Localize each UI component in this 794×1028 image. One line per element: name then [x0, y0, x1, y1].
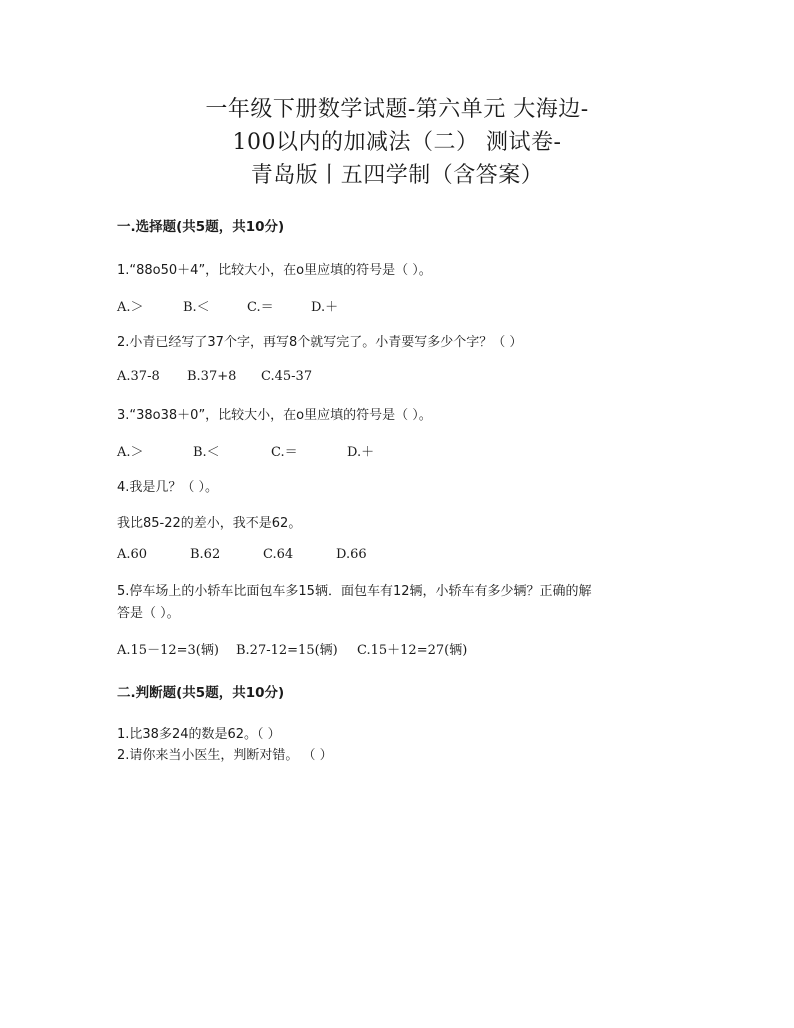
question-1-option-d: D.＋	[311, 300, 339, 315]
question-5-option-a: A.15－12=3(辆)	[117, 643, 219, 658]
question-2-option-b: B.37+8	[187, 369, 237, 384]
question-4-option-c: C.64	[263, 547, 294, 562]
question-5-text: 5.停车场上的小轿车比面包车多15辆．面包车有12辆，小轿车有多少辆？正确的解	[117, 584, 592, 599]
judge-question-1-text: 1.比38多24的数是62。（ ）	[117, 727, 281, 742]
question-5-option-b: B.27-12=15(辆)	[236, 643, 338, 658]
question-2-text: 2.小青已经写了37个字，再写8个就写完了。小青要写多少个字？（ ）	[117, 335, 523, 350]
question-4-option-d: D.66	[336, 547, 367, 562]
question-5-option-c: C.15＋12=27(辆)	[357, 643, 468, 658]
question-1-text: 1.“88o50＋4”，比较大小，在o里应填的符号是（ ）。	[117, 263, 432, 278]
question-3-option-d: D.＋	[347, 445, 375, 460]
title-line-2: 100以内的加减法（二） 测试卷-	[232, 130, 562, 155]
question-1-option-b: B.＜	[183, 300, 210, 315]
question-4-text: 4.我是几？（ ）。	[117, 480, 219, 495]
question-4-option-b: B.62	[190, 547, 221, 562]
question-1-option-a: A.＞	[117, 300, 144, 315]
question-3-text: 3.“38o38＋0”，比较大小，在o里应填的符号是（ ）。	[117, 408, 432, 423]
question-2-option-a: A.37-8	[117, 369, 160, 384]
question-4-option-a: A.60	[117, 547, 148, 562]
title-line-3: 青岛版丨五四学制（含答案）	[250, 163, 544, 188]
section-2-heading: 二.判断题(共5题，共10分)	[117, 685, 285, 701]
question-1-option-c: C.＝	[247, 300, 274, 315]
section-1-heading: 一.选择题(共5题，共10分)	[117, 219, 285, 235]
judge-question-2-text: 2.请你来当小医生，判断对错。 （ ）	[117, 748, 333, 763]
question-5-text-cont: 答是（ ）。	[117, 606, 180, 621]
question-3-option-c: C.＝	[271, 445, 298, 460]
question-3-option-b: B.＜	[193, 445, 220, 460]
question-4-subtext: 我比85-22的差小，我不是62。	[117, 516, 302, 531]
title-line-1: 一年级下册数学试题-第六单元 大海边-	[205, 97, 589, 122]
question-2-option-c: C.45-37	[261, 369, 313, 384]
question-3-option-a: A.＞	[117, 445, 144, 460]
